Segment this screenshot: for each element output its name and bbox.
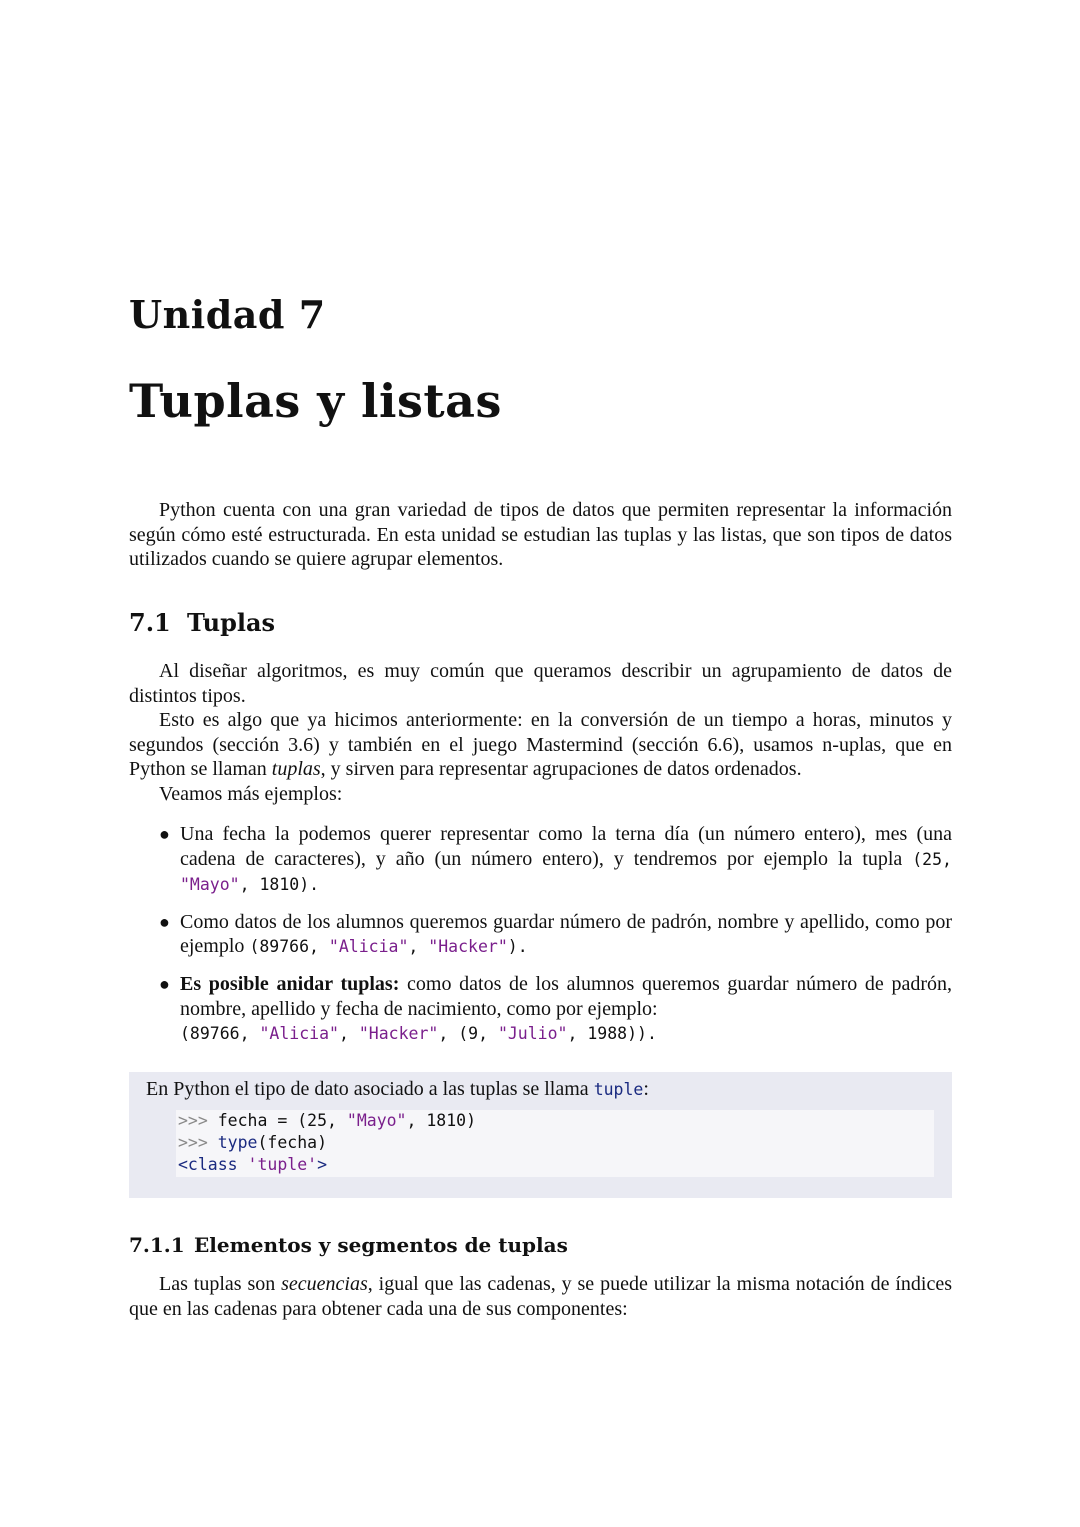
list-item: ● Una fecha la podemos querer representar como la terna día (un número entero), mes (una cadena de caracteres), y año (un número entero), y tendremos por ejemplo la tupla (25, "Mayo", 1810). bbox=[159, 823, 952, 895]
section-body bbox=[129, 659, 952, 807]
list-item: ● Es posible anidar tuplas: como datos de los alumnos queremos guardar número de padrón, nombre, apellido y fecha de nacimiento, como por ejemplo: (89766, "Alicia", "Hacker", (9, "Julio", 1988)). bbox=[159, 972, 952, 1044]
subsection-title: Elementos y segmentos de tuplas bbox=[194, 1233, 568, 1257]
paragraph: Esto es algo que ya hicimos anteriormente: en la conversión de un tiempo a horas, minutos y segundos (sección 3.6) y también en el juego Mastermind (sección 6.6), usamos n-uplas, que en Python se llaman tuplas, y sirven para representar agrupaciones de datos ordenados. bbox=[129, 709, 952, 781]
example-list bbox=[129, 822, 952, 1059]
paragraph: Veamos más ejemplos: bbox=[159, 782, 343, 805]
bullet-icon: ● bbox=[159, 911, 170, 932]
code-inline: tuple bbox=[593, 1080, 644, 1099]
section-title: Tuplas bbox=[187, 608, 276, 637]
bullet-icon: ● bbox=[159, 824, 170, 844]
list-item: ● Como datos de los alumnos queremos guardar número de padrón, nombre y apellido, como por ejemplo (89766, "Alicia", "Hacker"). bbox=[159, 910, 952, 958]
code-block bbox=[176, 1110, 934, 1177]
code-inline: (89766, "Alicia", "Hacker", (9, "Julio", 1988)). bbox=[180, 1024, 657, 1044]
paragraph: Al diseñar algoritmos, es muy común que queramos describir un agrupamiento de datos de distintos tipos. bbox=[129, 660, 952, 707]
section-number: 7.1 bbox=[129, 608, 171, 637]
code-line: <class 'tuple'> bbox=[178, 1155, 328, 1174]
paragraph: Las tuplas son secuencias, igual que las cadenas, y se puede utilizar la misma notación de índices que en las cadenas para obtener cada una de sus componentes: bbox=[129, 1273, 952, 1320]
section-heading bbox=[129, 608, 275, 637]
intro-paragraph: Python cuenta con una gran variedad de tipos de datos que permiten representar la información según cómo esté estructurada. En esta unidad se estudian las tuplas y las listas, que son tipos de datos utilizados cuando se quiere agrupar elementos. bbox=[129, 499, 952, 571]
box-intro: En Python el tipo de dato asociado a las tuplas se llama tuple: bbox=[146, 1078, 649, 1100]
code-inline: (89766, "Alicia", "Hacker"). bbox=[249, 937, 528, 957]
subsection-number: 7.1.1 bbox=[129, 1233, 185, 1257]
code-line: >>> fecha = (25, "Mayo", 1810) bbox=[178, 1111, 477, 1130]
bullet-icon: ● bbox=[159, 973, 170, 994]
code-inline: (25, "Mayo", 1810). bbox=[180, 849, 952, 895]
subsection-heading bbox=[129, 1233, 568, 1257]
emphasis: secuencias bbox=[281, 1273, 368, 1295]
chapter-label: Unidad 7 bbox=[129, 292, 326, 337]
subsection-body bbox=[129, 1272, 952, 1321]
info-box bbox=[129, 1072, 952, 1198]
emphasis: tuplas bbox=[271, 758, 321, 781]
chapter-title: Tuplas y listas bbox=[129, 374, 502, 428]
code-line: >>> type(fecha) bbox=[178, 1133, 328, 1152]
bold-lead: Es posible anidar tuplas: bbox=[180, 972, 400, 995]
